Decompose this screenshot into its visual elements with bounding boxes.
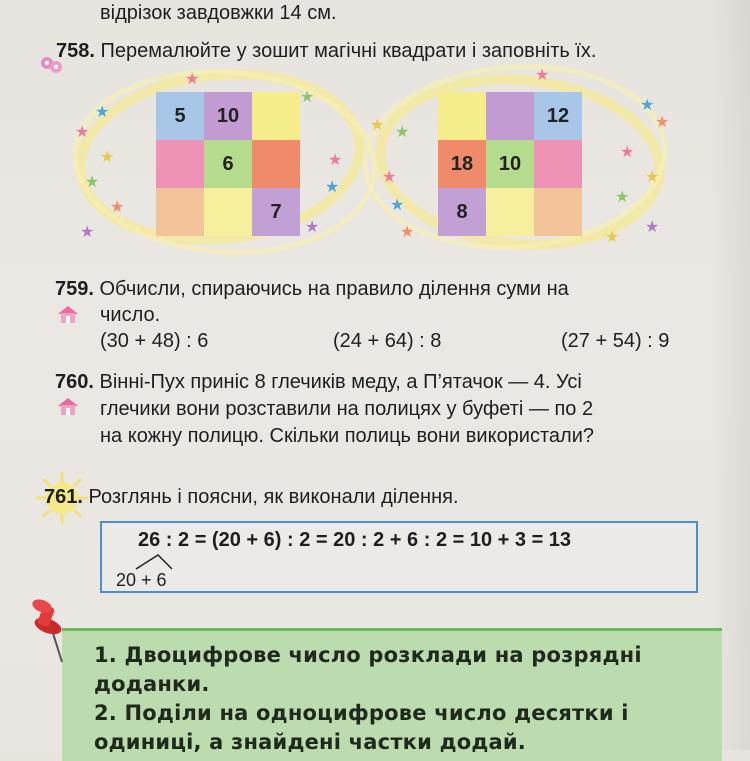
magic-square-2: [438, 92, 582, 236]
task-number: 758.: [56, 40, 95, 62]
rule-line-3: 2. Поділи на одноцифрове число десятки і: [94, 701, 629, 725]
task-number: 760.: [55, 371, 94, 393]
svg-text:★: ★: [615, 187, 630, 206]
magic-square-cell: [534, 140, 582, 188]
task-text-line-1: Вінні-Пух приніс 8 глечиків меду, а П’ятачок — 4. Усі: [99, 371, 582, 393]
task-758: [56, 38, 596, 64]
magic-square-1: [156, 92, 300, 236]
svg-text:★: ★: [110, 197, 125, 216]
svg-text:★: ★: [535, 65, 550, 84]
svg-text:★: ★: [185, 69, 200, 88]
rule-box: [62, 628, 722, 761]
magic-square-cell: 7: [252, 188, 300, 236]
task-text: Розглянь і поясни, як виконали ділення.: [88, 486, 459, 508]
magic-square-cell: [438, 92, 486, 140]
magic-square-cell: [534, 188, 582, 236]
svg-text:★: ★: [655, 112, 670, 131]
division-equation: 26 : 2 = (20 + 6) : 2 = 20 : 2 + 6 : 2 = 10 + 3 = 13: [138, 529, 572, 551]
svg-text:★: ★: [75, 122, 90, 141]
task-text: Перемалюйте у зошит магічні квадрати і заповніть їх.: [100, 40, 597, 62]
svg-text:★: ★: [305, 217, 320, 236]
rule-line-1: 1. Двоцифрове число розклади на розрядні: [94, 643, 642, 667]
svg-text:★: ★: [645, 217, 660, 236]
previous-task-ending: відрізок завдовжки 14 см.: [100, 2, 337, 24]
svg-text:★: ★: [95, 102, 110, 121]
svg-text:★: ★: [85, 172, 100, 191]
svg-text:★: ★: [640, 95, 655, 114]
magic-square-cell: [156, 188, 204, 236]
homework-house-icon: [56, 396, 80, 416]
task-760-line-2: глечики вони розставили на полицях у буфеті — по 2: [100, 398, 594, 420]
svg-text:★: ★: [605, 227, 620, 246]
svg-text:★: ★: [390, 195, 405, 214]
magic-square-cell: 5: [156, 92, 204, 140]
calculation-box: [100, 521, 698, 593]
magic-square-cell: [252, 92, 300, 140]
task-761: [44, 484, 459, 510]
svg-text:★: ★: [382, 167, 397, 186]
svg-text:★: ★: [328, 150, 343, 169]
magic-square-cell: [156, 140, 204, 188]
decomposition: 20 + 6: [116, 570, 167, 590]
task-text-line-1: Обчисли, спираючись на правило ділення суми на: [99, 278, 569, 300]
svg-text:★: ★: [80, 222, 95, 241]
magic-square-cell: 10: [486, 140, 534, 188]
svg-text:★: ★: [395, 122, 410, 141]
svg-text:★: ★: [400, 222, 415, 241]
task-760-line-3: на кожну полицю. Скільки полиць вони використали?: [100, 425, 595, 447]
magic-square-cell: [252, 140, 300, 188]
rule-line-4: одиниці, а знайдені частки додай.: [94, 730, 526, 754]
expression-3: (27 + 54) : 9: [561, 330, 670, 352]
magic-squares-decoration: [60, 62, 680, 272]
magic-square-cell: 6: [204, 140, 252, 188]
magic-square-cell: [486, 188, 534, 236]
homework-house-icon: [56, 304, 80, 324]
rule-line-2: доданки.: [94, 672, 210, 696]
svg-text:★: ★: [300, 87, 315, 106]
task-760: [55, 369, 582, 395]
task-759-line-2: число.: [100, 304, 161, 326]
svg-text:★: ★: [100, 147, 115, 166]
svg-text:★: ★: [325, 177, 340, 196]
svg-text:★: ★: [645, 167, 660, 186]
magic-square-cell: 8: [438, 188, 486, 236]
expression-1: (30 + 48) : 6: [100, 330, 209, 352]
expression-2: (24 + 64) : 8: [333, 330, 442, 352]
magic-square-cell: 12: [534, 92, 582, 140]
magic-square-cell: [204, 188, 252, 236]
push-pin-icon: [28, 596, 72, 668]
svg-text:★: ★: [370, 115, 385, 134]
task-759: [55, 276, 569, 302]
task-number: 759.: [55, 278, 94, 300]
magic-square-cell: 10: [204, 92, 252, 140]
task-number: 761.: [44, 486, 83, 508]
magic-square-cell: [486, 92, 534, 140]
magic-square-cell: 18: [438, 140, 486, 188]
svg-text:★: ★: [620, 142, 635, 161]
